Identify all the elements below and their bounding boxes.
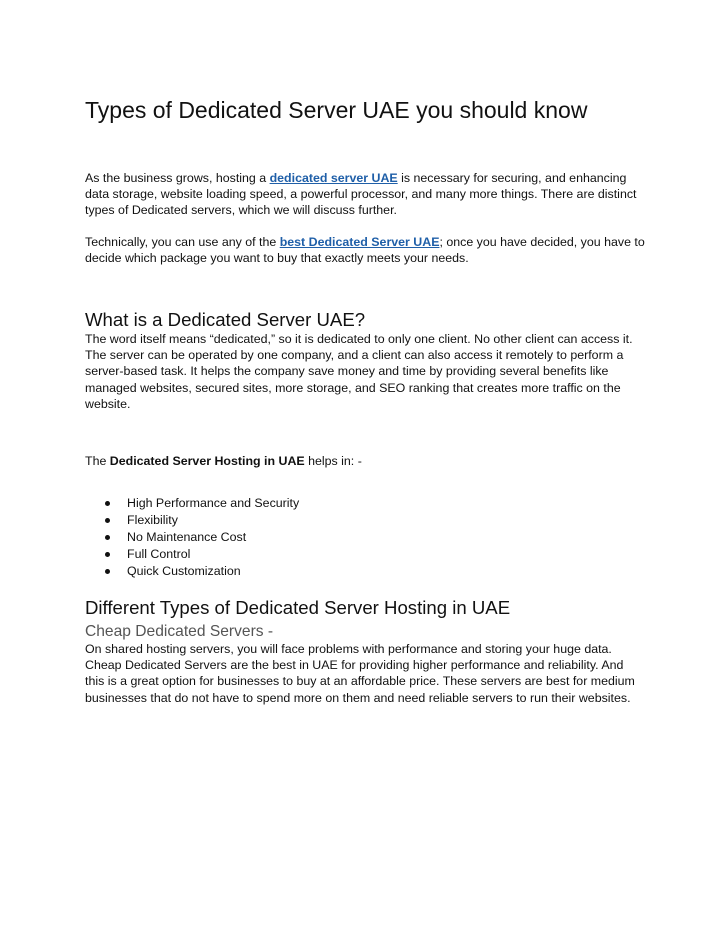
intro2-paragraph xyxy=(85,234,645,266)
list-item-label: No Maintenance Cost xyxy=(127,530,247,544)
section1-heading: What is a Dedicated Server UAE? xyxy=(85,309,366,330)
helps-text-after: helps in: - xyxy=(304,454,362,468)
bullet-icon xyxy=(105,569,110,574)
bullet-icon xyxy=(105,501,110,506)
helps-text-before: The xyxy=(85,454,110,468)
list-item xyxy=(105,563,299,580)
dedicated-server-uae-link[interactable]: dedicated server UAE xyxy=(269,171,398,185)
section2-heading: Different Types of Dedicated Server Hosting in UAE xyxy=(85,597,511,618)
bullet-icon xyxy=(105,518,110,523)
list-item-label: Full Control xyxy=(127,547,191,561)
intro2-text-after: ; once you have decided, you have to decide which package you want to buy that exactly meets your needs. xyxy=(85,235,645,266)
best-dedicated-server-uae-link[interactable]: best Dedicated Server UAE xyxy=(279,235,440,249)
benefits-list xyxy=(105,495,299,580)
list-item xyxy=(105,529,299,546)
intro-text-after: is necessary for securing, and enhancing data storage, website loading speed, a powerful processor, and many more things. There are distinct types of Dedicated servers, which we will discuss further. xyxy=(85,171,637,218)
intro2-text-before: Technically, you can use any of the xyxy=(85,235,280,249)
section2-subheading: Cheap Dedicated Servers - xyxy=(85,623,274,640)
section2-body: On shared hosting servers, you will face problems with performance and storing your huge data. Cheap Dedicated Servers are the best in UAE for providing higher performance and reliability. And this is a great option for businesses to buy at an affordable price. These servers are best for medium businesses that do not have to spend more on them and need reliable servers to run their websites. xyxy=(85,642,635,705)
helps-paragraph xyxy=(85,453,645,469)
list-item xyxy=(105,512,299,529)
section1-body: The word itself means “dedicated,” so it is dedicated to only one client. No other client can access it. The server can be operated by one company, and a client can also access it remotely to perform a server-based task. It helps the company save money and time by providing several benefits like managed websites, secured sites, more storage, and SEO ranking that creates more traffic on the website. xyxy=(85,332,633,411)
list-item-label: High Performance and Security xyxy=(127,496,300,510)
list-item-label: Flexibility xyxy=(127,513,178,527)
list-item xyxy=(105,495,299,512)
bullet-icon xyxy=(105,552,110,557)
list-item xyxy=(105,546,299,563)
intro-text-before: As the business grows, hosting a xyxy=(85,171,270,185)
helps-bold-text: Dedicated Server Hosting in UAE xyxy=(109,454,305,468)
list-item-label: Quick Customization xyxy=(127,564,241,578)
bullet-icon xyxy=(105,535,110,540)
page-title: Types of Dedicated Server UAE you should know xyxy=(85,97,588,123)
intro-paragraph xyxy=(85,170,645,219)
